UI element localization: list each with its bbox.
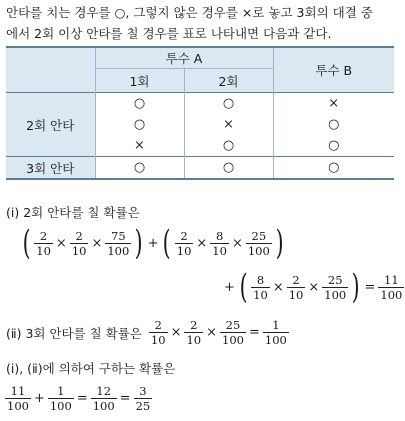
table-cell: × (95, 135, 184, 157)
fraction: $\frac{2}{10}$ (150, 318, 166, 347)
fraction: $\frac{2}{10}$ (176, 228, 192, 258)
table-cell: ○ (273, 135, 394, 157)
paren: ) (351, 267, 360, 307)
fraction: $\frac{25}{100}$ (222, 318, 244, 347)
fraction: $\frac{2}{10}$ (36, 228, 51, 258)
row-label-3-hits: 3회 안타 (6, 157, 95, 180)
table-cell: × (184, 114, 273, 135)
operator: = (76, 391, 88, 406)
table-cell: ○ (95, 114, 184, 135)
paren: ( (22, 223, 31, 263)
fraction: $\frac{25}{100}$ (324, 272, 347, 302)
intro-text (6, 2, 398, 44)
case-3-label: (ⅰ), (ⅱ)에 의하여 구하는 확률은 (6, 361, 176, 376)
header-pitcher-a: 투수 A (95, 47, 273, 69)
header-pitcher-b: 투수 B (273, 47, 394, 93)
case-1-expr-line-1 (20, 223, 286, 263)
table-cell: ○ (184, 157, 273, 180)
case-1-label: (ⅰ) 2회 안타를 칠 확률은 (6, 205, 140, 220)
paren: ) (275, 223, 284, 263)
fraction: $\frac{75}{100}$ (107, 228, 130, 258)
fraction: $\frac{2}{10}$ (71, 228, 87, 258)
case-2-label: (ⅱ) 3회 안타를 칠 확률은 (6, 325, 142, 341)
row-label-2-hits: 2회 안타 (6, 93, 95, 157)
table-cell: ○ (95, 93, 184, 115)
fraction: $\frac{1}{100}$ (264, 318, 287, 347)
intro-line-1: 안타를 치는 경우를 ○, 그렇지 않은 경우를 ×로 놓고 3회의 대결 중 (6, 5, 373, 20)
fraction: $\frac{8}{10}$ (253, 272, 268, 302)
fraction: $\frac{12}{100}$ (92, 384, 115, 413)
fraction: $\frac{11}{100}$ (380, 272, 403, 302)
table-cell: ○ (273, 157, 394, 180)
operator: × (196, 235, 208, 251)
operator: = (119, 391, 131, 406)
paren: ( (239, 267, 248, 307)
table-cell: ○ (273, 114, 394, 135)
fraction: $\frac{8}{10}$ (212, 228, 227, 258)
header-round-2: 2회 (184, 69, 273, 93)
table-cell: × (273, 93, 394, 115)
operator: × (170, 325, 182, 340)
table-cell: ○ (184, 93, 273, 115)
operator: + (224, 279, 235, 295)
table-cell: ○ (184, 135, 273, 157)
operator: × (308, 279, 320, 295)
intro-line-2: 에서 2회 이상 안타를 칠 경우를 표로 나타내면 다음과 같다. (6, 26, 332, 41)
operator: × (91, 235, 103, 251)
operator: × (206, 325, 218, 340)
fraction: $\frac{2}{10}$ (288, 272, 304, 302)
fraction: $\frac{1}{100}$ (49, 384, 72, 413)
fraction: $\frac{11}{100}$ (7, 384, 29, 413)
operator: × (55, 235, 67, 251)
final-expression (4, 384, 153, 413)
table-cell: ○ (95, 157, 184, 180)
fraction: $\frac{3}{25}$ (135, 384, 151, 413)
operator: × (272, 279, 284, 295)
operator: × (231, 235, 243, 251)
probability-table (6, 46, 394, 180)
fraction: $\frac{2}{10}$ (186, 318, 202, 347)
fraction: $\frac{25}{100}$ (247, 228, 270, 258)
table-corner (6, 47, 95, 93)
operator: + (147, 235, 159, 251)
paren: ( (163, 223, 172, 263)
case-1-expr-line-2 (222, 267, 405, 307)
operator: = (364, 279, 376, 295)
paren: ) (134, 223, 143, 263)
header-round-1: 1회 (95, 69, 184, 93)
operator: = (248, 325, 260, 340)
operator: + (33, 391, 45, 406)
case-2-line (6, 318, 290, 347)
